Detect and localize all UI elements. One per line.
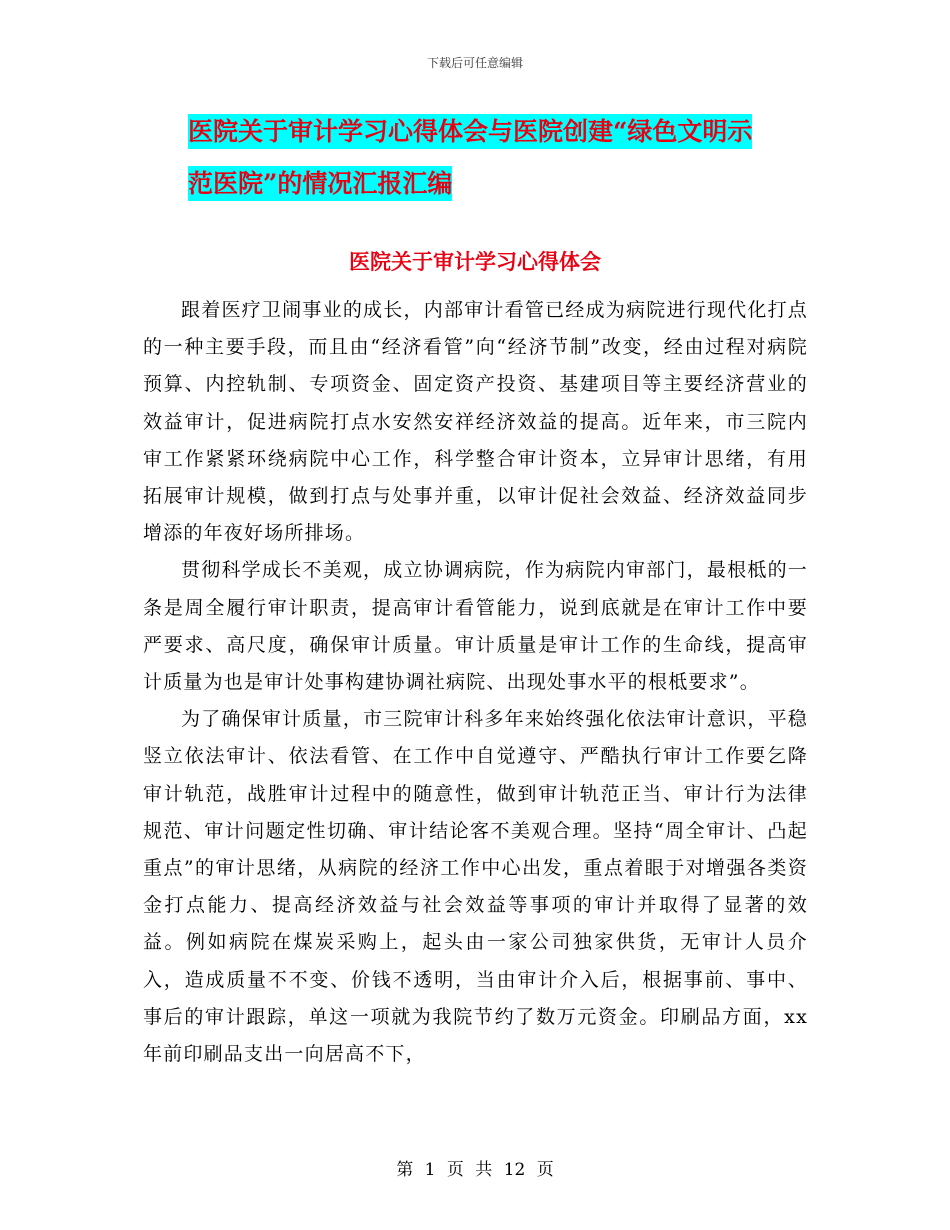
paragraph: 为了确保审计质量，市三院审计科多年来始终强化依法审计意识，平稳竖立依法审计、依法看管、在工作中自觉遵守、严酷执行审计工作要乞降审计轨范，战胜审计过程中的随意性，做到审计轨范正当、审计行为法律规范、审计问题定性切确、审计结论客不美观合理。坚持“周全审计、凸起重点”的审计思绪，从病院的经济工作中心出发，重点着眼于对增强各类资金打点能力、提高经济效益与社会效益等事项的审计并取得了显著的效益。例如病院在煤炭采购上，起头由一家公司独家供货，无审计人员介入，造成质量不不变、价钱不透明，当由审计介入后，根据事前、事中、事后的审计跟踪，单这一项就为我院节约了数万元资金。印刷品方面，xx年前印刷品支出一向居高不下， [143,708,808,1066]
title-line-2: 范医院”的情况汇报汇编 [188,166,452,201]
paragraph: 贯彻科学成长不美观，成立协调病院，作为病院内审部门，最根柢的一条是周全履行审计职责，提高审计看管能力，说到底就是在审计工作中要严要求、高尺度，确保审计质量。审计质量是审计工作的生命线，提高审计质量为也是审计处事构建协调社病院、出现处事水平的根柢要求”。 [143,559,808,694]
title-line-1: 医院关于审计学习心得体会与医院创建“绿色文明示 [188,114,752,149]
section-title: 医院关于审计学习心得体会 [349,249,601,274]
header-note: 下载后可任意编辑 [426,56,523,70]
page-footer: 第 1 页 共 12 页 [396,1160,554,1180]
document-body [143,292,808,1073]
paragraph: 跟着医疗卫闹事业的成长，内部审计看管已经成为病院进行现代化打点的一种主要手段，而且由“经济看管”向“经济节制”改变，经由过程对病院预算、内控轨制、专项资金、固定资产投资、基建项目等主要经济营业的效益审计，促进病院打点水安然安祥经济效益的提高。近年来，市三院内审工作紧紧环绕病院中心工作，科学整合审计资本，立异审计思绪，有用拓展审计规模，做到打点与处事并重，以审计促社会效益、经济效益同步增添的年夜好场所排场。 [143,299,808,545]
document-title [188,106,828,210]
